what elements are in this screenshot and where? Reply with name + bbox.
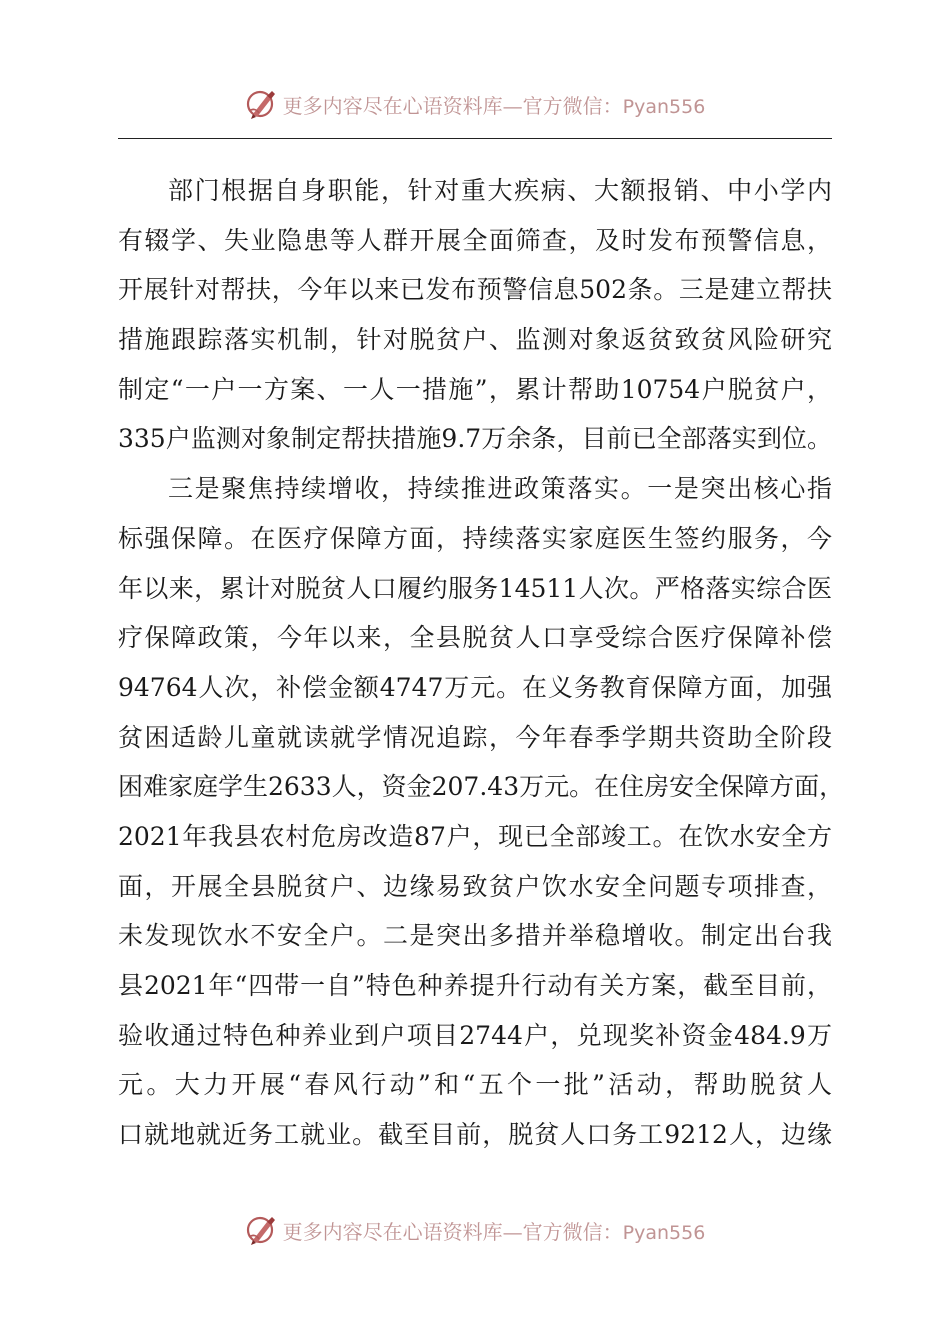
body-line: 面，开展全县脱贫户、边缘易致贫户饮水安全问题专项排查， — [118, 871, 832, 901]
body-line: 制定“一户一方案、一人一措施”，累计帮助10754户脱贫户， — [118, 374, 832, 404]
footer-banner-text — [283, 1216, 706, 1245]
header-banner-wechat: Pyan556 — [622, 95, 706, 118]
pen-logo-icon — [245, 1213, 279, 1247]
body-line: 有辍学、失业隐患等人群开展全面筛查，及时发布预警信息， — [118, 225, 832, 255]
pen-logo-icon — [245, 87, 279, 121]
body-line: 贫困适龄儿童就读就学情况追踪，今年春季学期共资助全阶段 — [118, 722, 832, 752]
header-banner-text — [283, 90, 706, 119]
body-line: 94764人次，补偿金额4747万元。在义务教育保障方面，加强 — [118, 672, 832, 702]
body-line: 口就地就近务工就业。截至目前，脱贫人口务工9212人，边缘 — [118, 1120, 832, 1150]
body-line: 三是聚焦持续增收，持续推进政策落实。一是突出核心指 — [168, 474, 832, 504]
body-line: 标强保障。在医疗保障方面，持续落实家庭医生签约服务，今 — [118, 523, 832, 553]
header-divider — [118, 138, 832, 139]
header-banner-main: 更多内容尽在心语资料库—官方微信： — [282, 93, 623, 118]
body-line: 验收通过特色种养业到户项目2744户，兑现奖补资金484.9万 — [118, 1020, 832, 1050]
header-banner — [0, 84, 950, 124]
body-line: 部门根据自身职能，针对重大疾病、大额报销、中小学内 — [168, 176, 832, 205]
body-line: 335户监测对象制定帮扶措施9.7万余条，目前已全部落实到位。 — [118, 424, 832, 454]
body-line: 开展针对帮扶，今年以来已发布预警信息502条。三是建立帮扶 — [118, 275, 832, 305]
body-line: 困难家庭学生2633人，资金207.43万元。在住房安全保障方面， — [118, 772, 845, 802]
footer-banner-main: 更多内容尽在心语资料库—官方微信： — [282, 1219, 623, 1244]
body-line: 未发现饮水不安全户。二是突出多措并举稳增收。制定出台我 — [118, 921, 832, 951]
body-line: 年以来，累计对脱贫人口履约服务14511人次。严格落实综合医 — [118, 573, 832, 603]
footer-banner — [0, 1210, 950, 1250]
body-line: 措施跟踪落实机制，针对脱贫户、监测对象返贫致贫风险研究 — [118, 325, 832, 355]
footer-banner-wechat: Pyan556 — [622, 1221, 706, 1244]
document-body — [118, 166, 845, 1160]
body-line: 2021年我县农村危房改造87户，现已全部竣工。在饮水安全方 — [118, 821, 832, 851]
body-line: 元。大力开展“春风行动”和“五个一批”活动，帮助脱贫人 — [118, 1070, 832, 1100]
body-line: 疗保障政策，今年以来，全县脱贫人口享受综合医疗保障补偿 — [118, 623, 832, 653]
body-line: 县2021年“四带一自”特色种养提升行动有关方案，截至目前， — [118, 971, 832, 1000]
